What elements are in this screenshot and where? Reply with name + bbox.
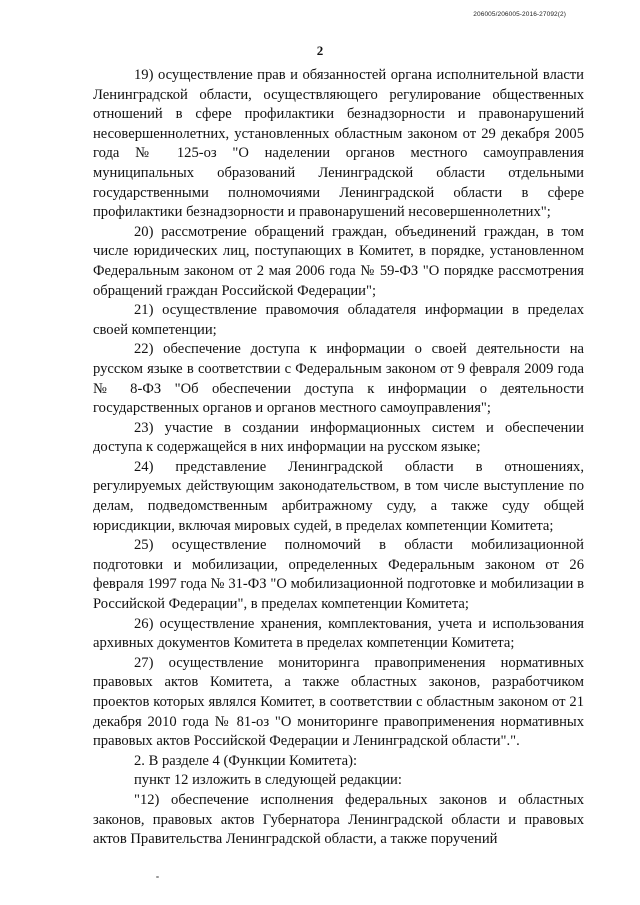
paragraph-item-24: 24) представление Ленинградской области в отношениях, регулируемых действующим законодательством, в том числе выступление по делам, подведомственным арбитражному суду, а также суду общей юрисдикции, включая мировых судей, в пределах компетенции Комитета;: [93, 458, 584, 534]
scan-dot-mark: [156, 876, 159, 878]
paragraph-item-20: 20) рассмотрение обращений граждан, объединений граждан, в том числе юридических лиц, поступающих в Комитет, в порядке, установленном Федеральным законом от 2 мая 2006 года № 59-ФЗ "О порядке рассмотрения обращений граждан Российской Федерации";: [93, 223, 584, 299]
paragraph-item-27: 27) осуществление мониторинга правоприменения нормативных правовых актов Комитета, а также областных законов, разработчиком проектов которых являлся Комитет, в соответствии с областным законом от 21 декабря 2010 года № 81-оз "О мониторинге правоприменения нормативных правовых актов Российской Федерации и Ленинградской области".".: [93, 654, 584, 750]
document-id: 206005/206005-2016-27092(2): [473, 11, 566, 18]
paragraph-item-23: 23) участие в создании информационных систем и обеспечении доступа к содержащейся в них информации на русском языке;: [93, 419, 584, 456]
paragraph-item-21: 21) осуществление правомочия обладателя информации в пределах своей компетенции;: [93, 302, 584, 338]
section-amendment-heading: 2. В разделе 4 (Функции Комитета):: [134, 752, 358, 769]
document-body: [93, 66, 584, 850]
amendment-instruction: пункт 12 изложить в следующей редакции:: [134, 772, 402, 789]
page-number: 2: [316, 43, 324, 58]
paragraph-item-26: 26) осуществление хранения, комплектования, учета и использования архивных документов Комитета в пределах компетенции Комитета;: [93, 615, 584, 652]
paragraph-item-22: 22) обеспечение доступа к информации о своей деятельности на русском языке в соответствии с Федеральным законом от 9 февраля 2009 года № 8-ФЗ "Об обеспечении доступа к информации о деятельности государственных органов и органов местного самоуправления";: [93, 341, 584, 417]
paragraph-item-25: 25) осуществление полномочий в области мобилизационной подготовки и мобилизации, определенных Федеральным законом от 26 февраля 1997 года № 31-ФЗ "О мобилизационной подготовке и мобилизации в Российской Федерации", в пределах компетенции Комитета;: [93, 537, 584, 613]
amendment-text-item-12: "12) обеспечение исполнения федеральных законов и областных законов, правовых актов Губернатора Ленинградской области и правовых актов Правительства Ленинградской области, а также поручений: [93, 791, 584, 848]
paragraph-item-19: 19) осуществление прав и обязанностей органа исполнительной власти Ленинградской области, осуществляющего регулирование общественных отношений в сфере профилактики безнадзорности и правонарушений несовершеннолетних, установленных областным законом от 29 декабря 2005 года № 125-оз "О наделении органов местного самоуправления муниципальных образований Ленинградской области отдельными государственными полномочиями Ленинградской области в сфере профилактики безнадзорности и правонарушений несовершеннолетних";: [93, 67, 584, 221]
